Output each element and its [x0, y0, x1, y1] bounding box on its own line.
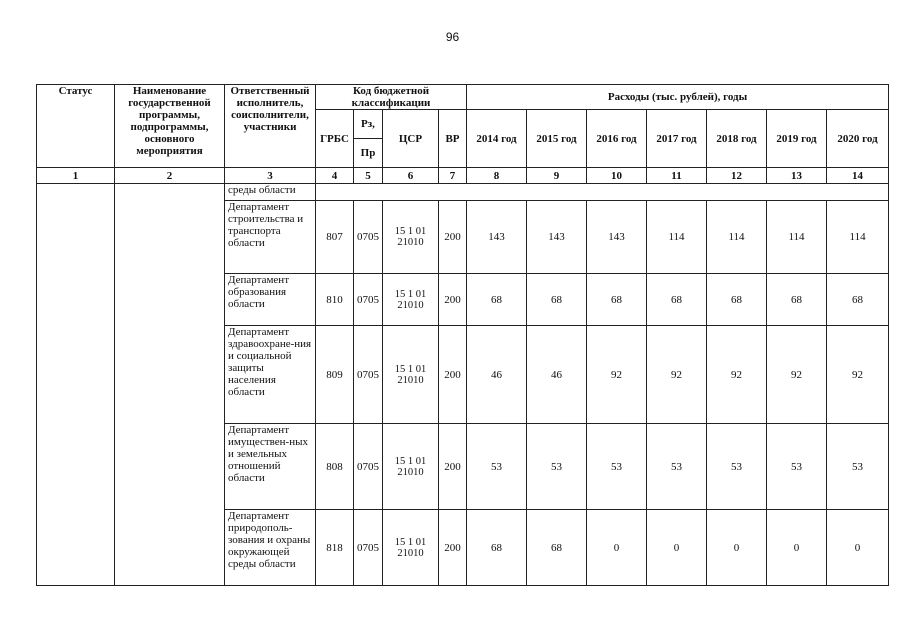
value-cell: 53 — [527, 424, 587, 510]
vr-cell: 200 — [439, 326, 467, 424]
column-number: 8 — [467, 168, 527, 184]
column-number: 11 — [647, 168, 707, 184]
value-cell: 0 — [647, 510, 707, 586]
value-cell: 114 — [767, 201, 827, 274]
value-cell: 143 — [587, 201, 647, 274]
value-cell: 0 — [707, 510, 767, 586]
value-cell: 53 — [767, 424, 827, 510]
value-cell: 0 — [587, 510, 647, 586]
value-cell: 53 — [827, 424, 889, 510]
column-number: 4 — [316, 168, 354, 184]
value-cell: 68 — [587, 274, 647, 326]
grbs-cell: 808 — [316, 424, 354, 510]
value-cell: 143 — [467, 201, 527, 274]
value-cell: 114 — [707, 201, 767, 274]
value-cell: 68 — [827, 274, 889, 326]
status-cell — [37, 184, 115, 586]
value-cell: 53 — [707, 424, 767, 510]
value-cell: 143 — [527, 201, 587, 274]
column-number: 10 — [587, 168, 647, 184]
grbs-cell: 810 — [316, 274, 354, 326]
column-number: 13 — [767, 168, 827, 184]
value-cell: 68 — [767, 274, 827, 326]
value-cell: 92 — [827, 326, 889, 424]
value-cell: 114 — [827, 201, 889, 274]
column-number: 9 — [527, 168, 587, 184]
vr-cell: 200 — [439, 201, 467, 274]
csr-cell: 15 1 01 21010 — [383, 274, 439, 326]
value-cell: 68 — [527, 510, 587, 586]
header-rz: Рз, — [354, 110, 383, 139]
column-numbers-row — [37, 168, 889, 184]
column-number: 2 — [115, 168, 225, 184]
value-cell: 68 — [467, 510, 527, 586]
csr-cell: 15 1 01 21010 — [383, 201, 439, 274]
value-cell: 46 — [467, 326, 527, 424]
value-cell: 46 — [527, 326, 587, 424]
name-cell — [115, 184, 225, 586]
value-cell: 53 — [587, 424, 647, 510]
executor-cell: Департамент строительства и транспорта области — [225, 201, 316, 274]
rzpr-cell: 0705 — [354, 510, 383, 586]
table-row — [37, 184, 889, 201]
value-cell: 0 — [827, 510, 889, 586]
rzpr-cell: 0705 — [354, 424, 383, 510]
header-expenses: Расходы (тыс. рублей), годы — [467, 85, 889, 110]
value-cell: 92 — [707, 326, 767, 424]
executor-cell: среды области — [225, 184, 316, 201]
header-pr: Пр — [354, 139, 383, 168]
vr-cell: 200 — [439, 424, 467, 510]
column-number: 12 — [707, 168, 767, 184]
column-number: 14 — [827, 168, 889, 184]
header-grbs: ГРБС — [316, 110, 354, 168]
csr-cell: 15 1 01 21010 — [383, 326, 439, 424]
column-number: 1 — [37, 168, 115, 184]
header-year: 2017 год — [647, 110, 707, 168]
value-cell: 114 — [647, 201, 707, 274]
header-status: Статус — [37, 85, 115, 168]
value-cell: 68 — [467, 274, 527, 326]
page-number: 96 — [445, 30, 460, 44]
rzpr-cell: 0705 — [354, 274, 383, 326]
value-cell: 92 — [647, 326, 707, 424]
value-cell: 53 — [467, 424, 527, 510]
grbs-cell: 807 — [316, 201, 354, 274]
value-cell: 0 — [767, 510, 827, 586]
header-year: 2018 год — [707, 110, 767, 168]
budget-table — [36, 84, 889, 586]
rzpr-cell: 0705 — [354, 201, 383, 274]
column-number: 6 — [383, 168, 439, 184]
header-year: 2019 год — [767, 110, 827, 168]
value-cell: 68 — [647, 274, 707, 326]
value-cell: 68 — [527, 274, 587, 326]
executor-cell: Департамент здравоохране-ния и социальной защиты населения области — [225, 326, 316, 424]
column-number: 3 — [225, 168, 316, 184]
column-number: 7 — [439, 168, 467, 184]
header-csr: ЦСР — [383, 110, 439, 168]
header-executor: Ответственный исполнитель, соисполнители, участники — [225, 85, 316, 168]
continuation-blank — [316, 184, 889, 201]
executor-cell: Департамент образования области — [225, 274, 316, 326]
value-cell: 68 — [707, 274, 767, 326]
grbs-cell: 818 — [316, 510, 354, 586]
header-vr: ВР — [439, 110, 467, 168]
csr-cell: 15 1 01 21010 — [383, 424, 439, 510]
header-year: 2020 год — [827, 110, 889, 168]
vr-cell: 200 — [439, 510, 467, 586]
value-cell: 53 — [647, 424, 707, 510]
header-budget-code: Код бюджетной классификации — [316, 85, 467, 110]
header-year: 2014 год — [467, 110, 527, 168]
executor-cell: Департамент имуществен-ных и земельных отношений области — [225, 424, 316, 510]
header-year: 2015 год — [527, 110, 587, 168]
csr-cell: 15 1 01 21010 — [383, 510, 439, 586]
vr-cell: 200 — [439, 274, 467, 326]
header-year: 2016 год — [587, 110, 647, 168]
column-number: 5 — [354, 168, 383, 184]
header-name: Наименование государственной программы, подпрограммы, основного мероприятия — [115, 85, 225, 168]
grbs-cell: 809 — [316, 326, 354, 424]
value-cell: 92 — [767, 326, 827, 424]
rzpr-cell: 0705 — [354, 326, 383, 424]
executor-cell: Департамент природополь-зования и охраны окружающей среды области — [225, 510, 316, 586]
value-cell: 92 — [587, 326, 647, 424]
